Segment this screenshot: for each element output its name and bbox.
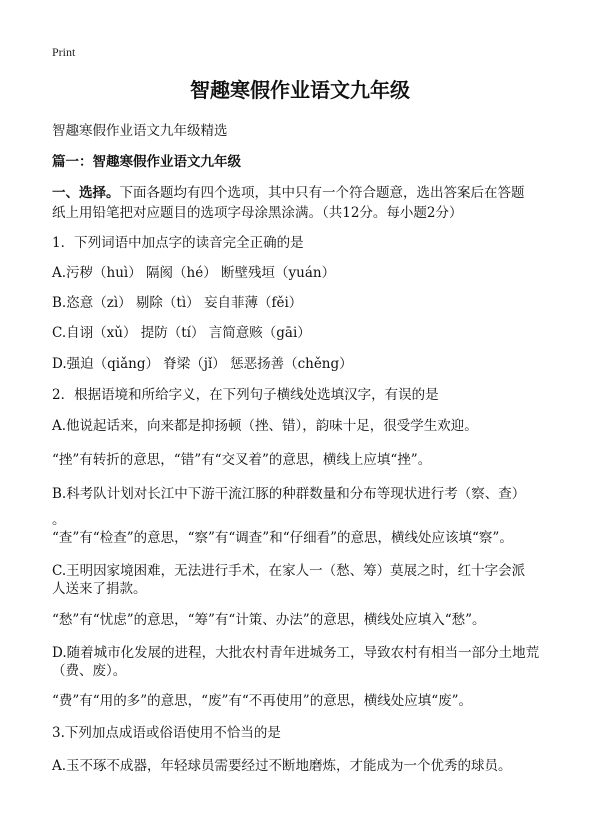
question-2-option-d-line-2: （费、废）。 (52, 663, 127, 679)
instruction-rest: 其中只有一个符合题意，选出答案后在答题 (268, 185, 525, 201)
question-2-option-d-note: “费”有“用的多”的意思，“废”有“不再使用”的意思，横线处应填“废”。 (52, 693, 473, 709)
question-2-option-a: A.他说起话来，向来都是抑扬顿（挫、错），韵味十足，很受学生欢迎。 (52, 418, 478, 434)
question-3-option-a: A.玉不琢不成器，年轻球员需要经过不断地磨炼，才能成为一个优秀的球员。 (52, 758, 512, 774)
question-1: 1．下列词语中加点字的读音完全正确的是 (52, 235, 304, 251)
question-1-option-c: C.自诩（xǔ） 提防（tí） 言简意赅（gāi） (52, 325, 311, 341)
print-label: Print (52, 45, 76, 59)
instruction-line-2: 纸上用铅笔把对应题目的选项字母涂黑涂满。（共12分。每小题2分） (52, 205, 463, 221)
question-2: 2．根据语境和所给字义，在下列句子横线处选填汉字，有误的是 (52, 387, 439, 403)
question-2-option-c-line-2: 人送来了捐款。 (52, 581, 147, 597)
section-heading: 篇一：智趣寒假作业语文九年级 (52, 154, 241, 170)
instruction-line-1 (52, 182, 562, 204)
question-2-option-b-note: “查”有“检查”的意思，“察”有“调查”和“仔细看”的意思，横线处应该填“察”。 (52, 530, 513, 546)
question-3: 3.下列加点成语或俗语使用不恰当的是 (52, 725, 281, 741)
question-1-option-d: D.强迫（qiǎng） 脊梁（jǐ） 惩恶扬善（chěng） (52, 356, 353, 372)
question-2-option-c-note: “愁”有“忧虑”的意思，“筹”有“计策、办法”的意思，横线处应填入“愁”。 (52, 612, 486, 628)
subtitle: 智趣寒假作业语文九年级精选 (52, 123, 228, 139)
question-2-option-a-note: “挫”有转折的意思，“错”有“交叉着”的意思，横线上应填“挫”。 (52, 452, 432, 468)
instruction-lead-2: 下面各题均有四个选项， (119, 185, 268, 201)
question-1-option-a: A.污秽（huì） 隔阂（hé） 断壁残垣（yuán） (52, 265, 336, 281)
instruction-lead: 一、选择。 (52, 185, 120, 201)
question-2-option-c-line-1: C.王明因家境困难，无法进行手术，在家人一（愁、筹）莫展之时，红十字会派 (52, 563, 526, 579)
question-1-option-b: B.恣意（zì） 剔除（tì） 妄自菲薄（fěi） (52, 295, 303, 311)
question-2-option-b-line-1: B.科考队计划对长江中下游干流江豚的种群数量和分布等现状进行考（察、查） (52, 486, 526, 502)
question-2-option-d-line-1: D.随着城市化发展的进程，大批农村青年进城务工，导致农村有相当一部分土地荒 (52, 645, 540, 661)
question-2-option-b-line-2: 。 (52, 512, 66, 528)
page-title: 智趣寒假作业语文九年级 (190, 78, 410, 102)
